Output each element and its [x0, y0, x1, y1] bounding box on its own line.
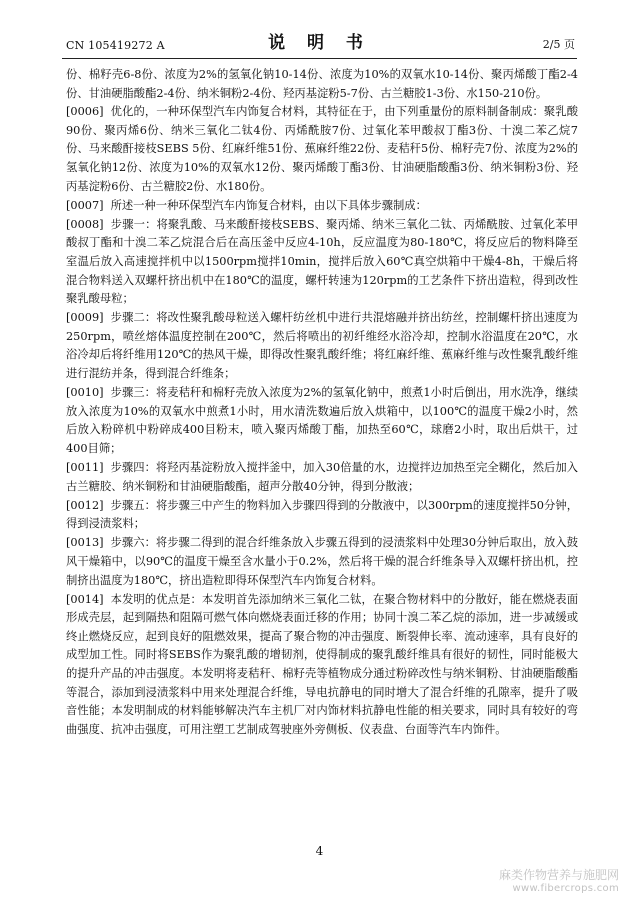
paragraph-text: 优化的，一种环保型汽车内饰复合材料，其特征在于，由下列重量份的原料制备制成：聚乳酸90份、聚丙烯6份、纳米三氧化二钛4份、丙烯酰胺7份、过氧化苯甲酸叔丁酯3份、十溴二苯乙烷7份、马来酸酐接枝SEBS 5份、红麻纤维51份、蕉麻纤维22份、麦秸秆5份、棉籽壳7份、浓度为2%的氢氧化钠12份、浓度为10%的双氧水12份、聚丙烯酸丁酯3份、甘油硬脂酸酯3份、纳米铜粉3份、羟丙基淀粉6份、古兰糖胶2份、水180份。 — [66, 105, 578, 193]
paragraph-number: [0014] — [66, 592, 104, 606]
paragraph-text: 所述一种一种环保型汽车内饰复合材料，由以下具体步骤制成： — [110, 198, 427, 212]
paragraph-text: 步骤三：将麦秸秆和棉籽壳放入浓度为2%的氢氧化钠中，煎煮1小时后倒出，用水洗净，继续放入浓度为10%的双氧水中煎煮1小时，用水清洗数遍后放入烘箱中，以100℃的温度干燥2小时，然后放入粉碎机中粉碎成400目粉末，喷入聚丙烯酸丁酯，加热至60℃，球磨2小时，取出后烘干，过400目筛； — [66, 386, 578, 455]
paragraph-text: 步骤一：将聚乳酸、马来酸酐接枝SEBS、聚丙烯、纳米三氧化二钛、丙烯酰胺、过氧化苯甲酸叔丁酯和十溴二苯乙烷混合后在高压釜中反应4-10h，反应温度为80-180℃，将反应后的物料降至室温后放入高速搅拌机中以1500rpm搅拌10min，搅拌后放入60℃真空烘箱中干燥4-8h，干燥后将混合物料送入双螺杆挤出机中在180℃的温度，螺杆转速为120rpm的工艺条件下挤出造粒，得到改性聚乳酸母粒； — [66, 217, 578, 306]
paragraph-number: [0012] — [66, 498, 104, 512]
paragraph-number: [0009] — [66, 311, 104, 325]
watermark-text: 麻类作物营养与施肥网 — [498, 868, 619, 882]
paragraph — [66, 216, 578, 309]
paragraph — [66, 534, 578, 590]
paragraph — [66, 459, 578, 496]
paragraph-text: 步骤二：将改性聚乳酸母粒送入螺杆纺丝机中进行共混熔融并挤出纺丝，控制螺杆挤出速度为250rpm，喷丝熔体温度控制在200℃，然后将喷出的初纤维经水浴冷却，控制水浴温度在20℃，水浴冷却后将纤维用120℃的热风干燥，即得改性聚乳酸纤维；将红麻纤维、蕉麻纤维与改性聚乳酸纤维进行混纺并条，得到混合纤维条； — [66, 311, 578, 380]
page-number: 4 — [315, 844, 324, 858]
paragraph — [66, 309, 578, 383]
paragraph-number: [0010] — [66, 386, 104, 400]
page-header — [62, 28, 577, 59]
paragraph-text: 本发明的优点是：本发明首先添加纳米三氧化二钛，在聚合物材料中的分散好，能在燃烧表面形成壳层，起到隔热和阻隔可燃气体向燃烧表面迁移的作用；协同十溴二苯乙烷的添加，进一步减缓或终止燃烧反应，起到良好的阻燃效果，提高了聚合物的冲击强度、断裂伸长率、流动速率，具有良好的成型加工性。同时将SEBS作为聚乳酸的增韧剂，使得制成的聚乳酸纤维具有很好的韧性，同时能极大的提升产品的冲击强度。本发明将麦秸秆、棉籽壳等植物成分通过粉碎改性与纳米铜粉、甘油硬脂酸酯等混合，添加到浸渍浆料中用来处理混合纤维，导电抗静电的同时增大了混合纤维的孔隙率，提升了吸音性能；本发明制成的材料能够解决汽车主机厂对内饰材料抗静电性能的相关要求，同时具有较好的弯曲强度、抗冲击强度，可用注塑工艺制成驾驶座外旁侧板、仪表盘、台面等汽车内饰件。 — [66, 592, 578, 736]
paragraph-number: [0013] — [66, 536, 104, 550]
watermark — [499, 868, 619, 895]
paragraph-list — [66, 103, 578, 739]
document-body — [66, 66, 578, 739]
paragraph — [66, 197, 578, 216]
page-indicator: 2/5 页 — [542, 38, 575, 51]
paragraph-number: [0007] — [66, 198, 104, 212]
paragraph — [66, 497, 578, 534]
paragraph-number: [0011] — [66, 460, 104, 474]
document-title: 说 明 书 — [268, 33, 371, 53]
paragraph — [66, 103, 578, 196]
publication-number: CN 105419272 A — [66, 39, 165, 52]
paragraph-text: 步骤六：将步骤二得到的混合纤维条放入步骤五得到的浸渍浆料中处理30分钟后取出，放入鼓风干燥箱中，以90℃的温度干燥至含水量小于0.2%，然后将干燥的混合纤维条导入双螺杆挤出机，控制挤出温度为180℃，挤出造粒即得环保型汽车内饰复合材料。 — [66, 536, 578, 587]
paragraph — [66, 384, 578, 458]
watermark-url: www.fibercrops.com — [512, 883, 619, 894]
paragraph-text: 步骤四：将羟丙基淀粉放入搅拌釜中，加入30倍量的水，边搅拌边加热至完全糊化，然后加入古兰糖胶、纳米铜粉和甘油硬脂酸酯，超声分散40分钟，得到分散液； — [66, 460, 578, 493]
paragraph-text: 步骤五：将步骤三中产生的物料加入步骤四得到的分散液中，以300rpm的速度搅拌50分钟，得到浸渍浆料； — [66, 498, 578, 531]
continuation-paragraph: 份、棉籽壳6-8份、浓度为2%的氢氧化钠10-14份、浓度为10%的双氧水10-14份、聚丙烯酸丁酯2-4份、甘油硬脂酸酯2-4份、纳米铜粉2-4份、羟丙基淀粉5-7份、古兰糖胶1-3份、水150-210份。 — [66, 68, 578, 100]
paragraph-number: [0008] — [66, 217, 104, 231]
paragraph-number: [0006] — [66, 105, 104, 119]
paragraph — [66, 591, 578, 740]
